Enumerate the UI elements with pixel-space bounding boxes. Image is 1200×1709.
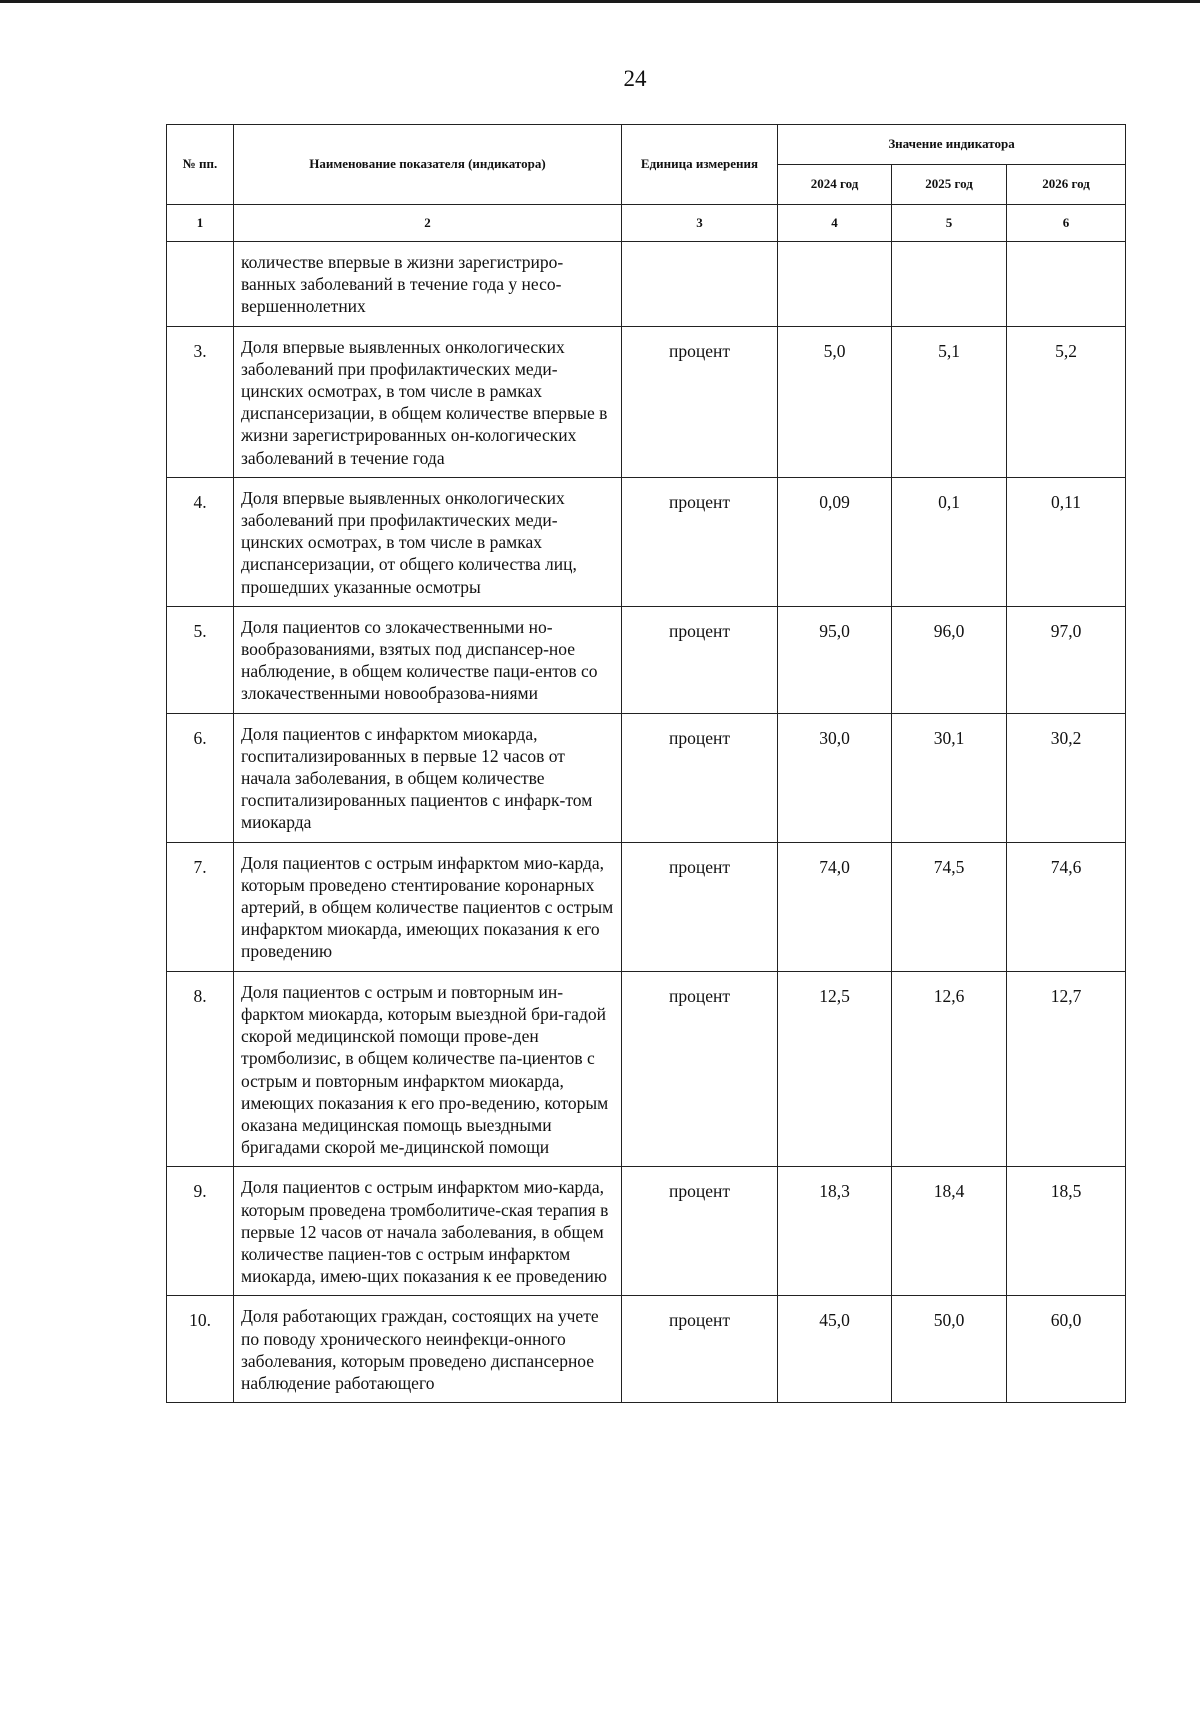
header-number: № пп. [167, 125, 234, 205]
value-2024: 0,09 [778, 477, 892, 606]
table-row [167, 242, 1126, 327]
row-number: 8. [167, 971, 234, 1167]
top-rule [0, 0, 1200, 3]
indicators-table [166, 124, 1126, 1403]
indicator-unit: процент [622, 1296, 778, 1403]
table-header [167, 125, 1126, 242]
value-2026: 5,2 [1007, 326, 1126, 477]
value-2025: 50,0 [892, 1296, 1007, 1403]
value-2025: 96,0 [892, 606, 1007, 713]
value-2024 [778, 242, 892, 327]
indicator-name: Доля впервые выявленных онкологических заболеваний при профилактических меди-цинских осмотрах, в том числе в рамках диспансеризации, от общего количества лиц, прошедших указанные осмотры [234, 477, 622, 606]
table-row [167, 842, 1126, 971]
row-number: 6. [167, 713, 234, 842]
value-2024: 45,0 [778, 1296, 892, 1403]
header-year-2026: 2026 год [1007, 165, 1126, 205]
table-body [167, 242, 1126, 1403]
header-name: Наименование показателя (индикатора) [234, 125, 622, 205]
value-2024: 18,3 [778, 1167, 892, 1296]
value-2025: 30,1 [892, 713, 1007, 842]
value-2026: 74,6 [1007, 842, 1126, 971]
table-row [167, 971, 1126, 1167]
row-number: 7. [167, 842, 234, 971]
value-2026: 60,0 [1007, 1296, 1126, 1403]
value-2026: 30,2 [1007, 713, 1126, 842]
indicator-unit: процент [622, 971, 778, 1167]
column-number-4: 4 [778, 205, 892, 242]
indicator-name: Доля пациентов с острым инфарктом мио-карда, которым проведена тромболитиче-ская терапия в первые 12 часов от начала заболевания, в общем количестве пациен-тов с острым инфарктом миокарда, имею-щих показания к ее проведению [234, 1167, 622, 1296]
table-row [167, 326, 1126, 477]
value-2025: 74,5 [892, 842, 1007, 971]
value-2025 [892, 242, 1007, 327]
row-number: 5. [167, 606, 234, 713]
row-number: 4. [167, 477, 234, 606]
table-row [167, 477, 1126, 606]
value-2024: 95,0 [778, 606, 892, 713]
column-number-6: 6 [1007, 205, 1126, 242]
value-2026: 18,5 [1007, 1167, 1126, 1296]
row-number: 10. [167, 1296, 234, 1403]
header-value-group: Значение индикатора [778, 125, 1126, 165]
value-2025: 5,1 [892, 326, 1007, 477]
indicator-name: Доля работающих граждан, состоящих на учете по поводу хронического неинфекци-онного заболевания, которым проведено диспансерное наблюдение работающего [234, 1296, 622, 1403]
page-number: 24 [623, 66, 647, 91]
value-2024: 5,0 [778, 326, 892, 477]
column-number-5: 5 [892, 205, 1007, 242]
table-row [167, 606, 1126, 713]
value-2024: 12,5 [778, 971, 892, 1167]
indicator-unit: процент [622, 606, 778, 713]
column-number-2: 2 [234, 205, 622, 242]
row-number: 9. [167, 1167, 234, 1296]
indicator-unit: процент [622, 477, 778, 606]
indicator-unit [622, 242, 778, 327]
table-row [167, 1296, 1126, 1403]
table-row [167, 1167, 1126, 1296]
row-number [167, 242, 234, 327]
column-number-3: 3 [622, 205, 778, 242]
value-2025: 18,4 [892, 1167, 1007, 1296]
indicator-name: Доля пациентов со злокачественными но-вообразованиями, взятых под диспансер-ное наблюдение, в общем количестве паци-ентов со злокачественными новообразова-ниями [234, 606, 622, 713]
indicator-name: Доля пациентов с инфарктом миокарда, госпитализированных в первые 12 часов от начала заболевания, в общем количестве госпитализированных пациентов с инфарк-том миокарда [234, 713, 622, 842]
indicator-unit: процент [622, 326, 778, 477]
header-year-2025: 2025 год [892, 165, 1007, 205]
indicator-unit: процент [622, 1167, 778, 1296]
column-number-1: 1 [167, 205, 234, 242]
row-number: 3. [167, 326, 234, 477]
indicator-name: Доля пациентов с острым инфарктом мио-карда, которым проведено стентирование коронарных артерий, в общем количестве пациентов с острым инфарктом миокарда, имеющих показания к его проведению [234, 842, 622, 971]
value-2026: 0,11 [1007, 477, 1126, 606]
indicator-unit: процент [622, 713, 778, 842]
value-2026 [1007, 242, 1126, 327]
table-row [167, 713, 1126, 842]
value-2025: 0,1 [892, 477, 1007, 606]
indicator-unit: процент [622, 842, 778, 971]
header-year-2024: 2024 год [778, 165, 892, 205]
header-unit: Единица измерения [622, 125, 778, 205]
indicator-name: Доля пациентов с острым и повторным ин-фарктом миокарда, которым выездной бри-гадой скорой медицинской помощи прове-ден тромболизис, в общем количестве па-циентов с острым и повторным инфарктом миокарда, имеющих показания к его про-ведению, которым оказана медицинская помощь выездными бригадами скорой ме-дицинской помощи [234, 971, 622, 1167]
value-2026: 97,0 [1007, 606, 1126, 713]
indicator-name: количестве впервые в жизни зарегистриро-ванных заболеваний в течение года у несо-вершеннолетних [234, 242, 622, 327]
value-2025: 12,6 [892, 971, 1007, 1167]
value-2024: 30,0 [778, 713, 892, 842]
value-2024: 74,0 [778, 842, 892, 971]
value-2026: 12,7 [1007, 971, 1126, 1167]
indicator-name: Доля впервые выявленных онкологических заболеваний при профилактических меди-цинских осмотрах, в том числе в рамках диспансеризации, в общем количестве впервые в жизни зарегистрированных он-кологических заболеваний в течение года [234, 326, 622, 477]
